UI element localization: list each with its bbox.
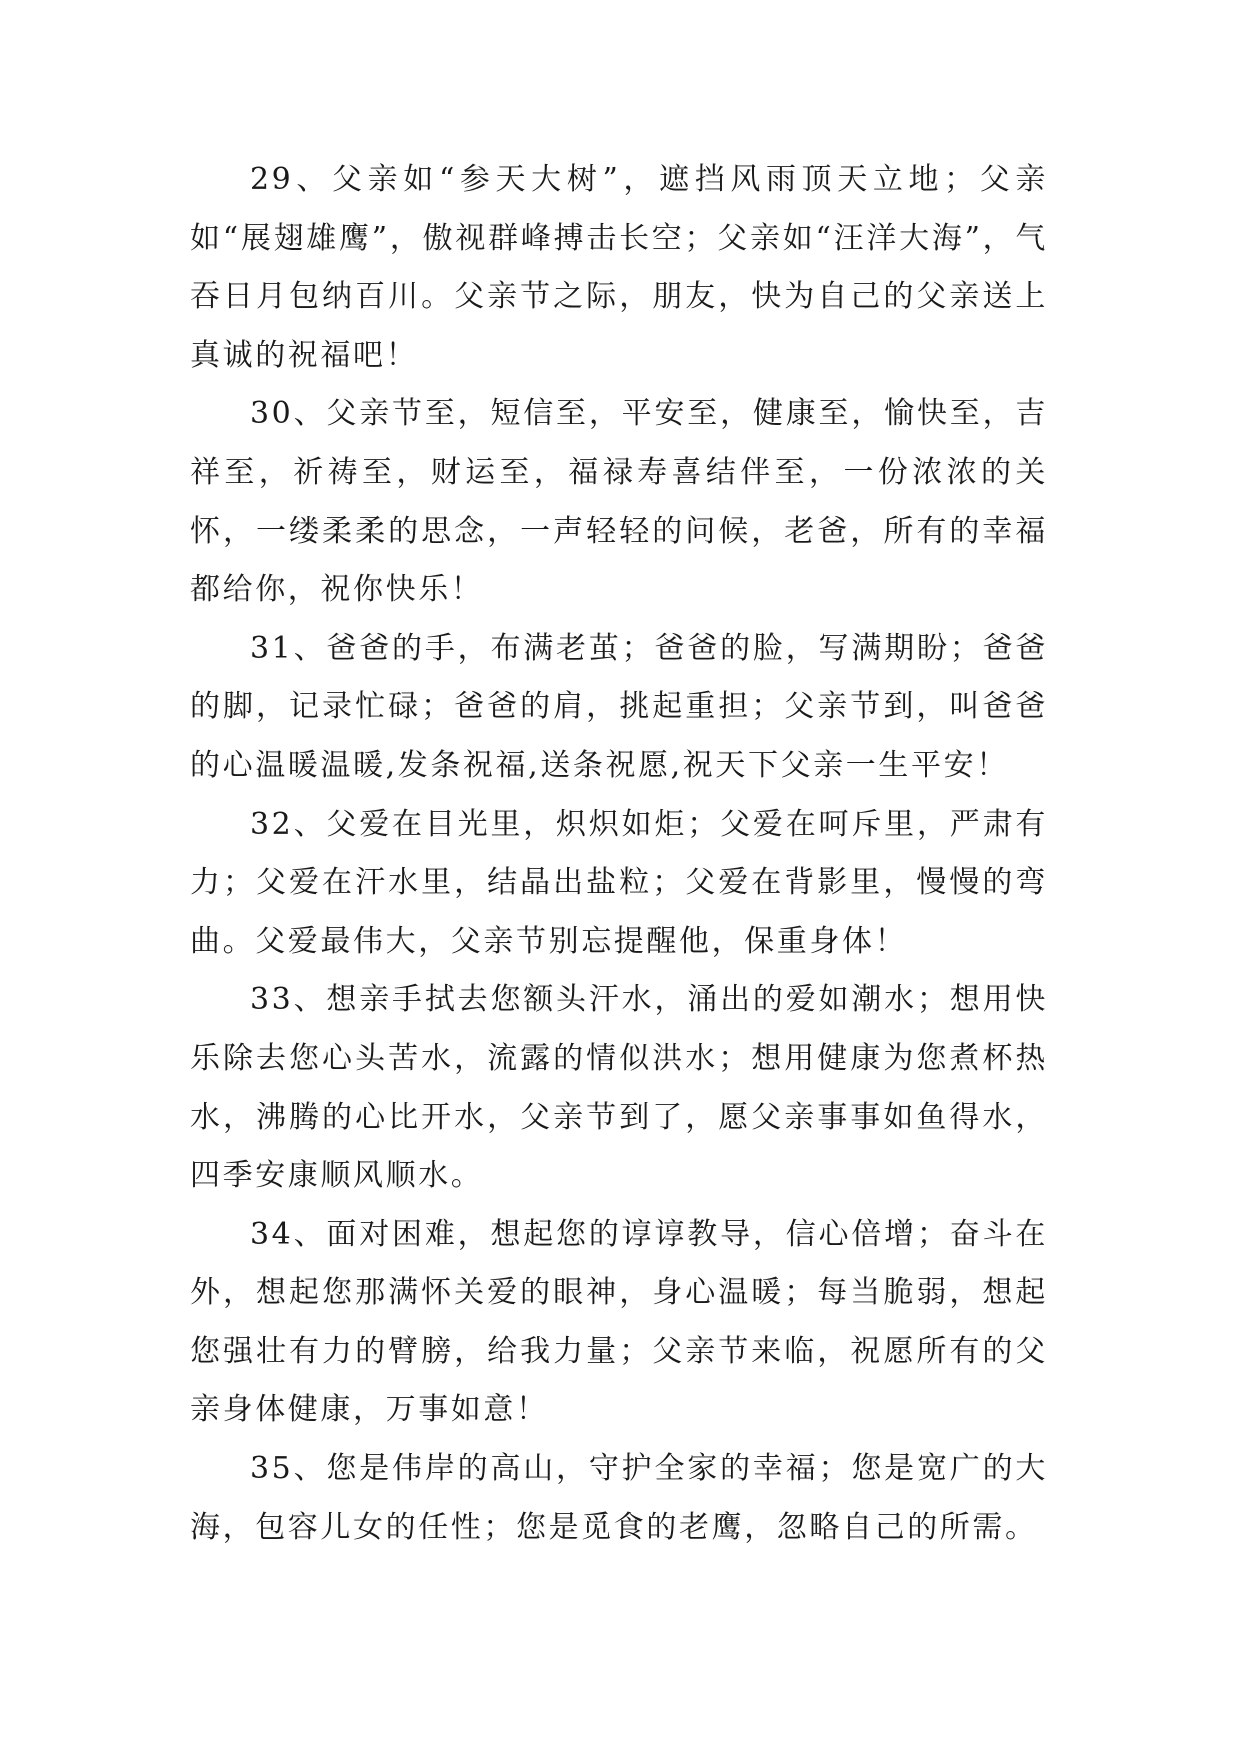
paragraph-35: 35、您是伟岸的高山，守护全家的幸福；您是宽广的大海，包容儿女的任性；您是觅食的老鹰，忽略自己的所需。 (190, 1451, 1048, 1545)
paragraph-33: 33、想亲手拭去您额头汗水，涌出的爱如潮水；想用快乐除去您心头苦水，流露的情似洪水；想用健康为您煮杯热水，沸腾的心比开水，父亲节到了，愿父亲事事如鱼得水，四季安康顺风顺水。 (190, 982, 1048, 1194)
paragraph-29: 29、父亲如“参天大树”，遮挡风雨顶天立地；父亲如“展翅雄鹰”，傲视群峰搏击长空；父亲如“汪洋大海”，气吞日月包纳百川。父亲节之际，朋友，快为自己的父亲送上真诚的祝福吧！ (190, 162, 1048, 373)
paragraph-34: 34、面对困难，想起您的谆谆教导，信心倍增；奋斗在外，想起您那满怀关爱的眼神，身心温暖；每当脆弱，想起您强壮有力的臂膀，给我力量；父亲节来临，祝愿所有的父亲身体健康，万事如意！ (190, 1216, 1048, 1428)
paragraph-31: 31、爸爸的手，布满老茧；爸爸的脸，写满期盼；爸爸的脚，记录忙碌；爸爸的肩，挑起重担；父亲节到，叫爸爸的心温暖温暖,发条祝福,送条祝愿,祝天下父亲一生平安！ (190, 630, 1048, 783)
paragraph-32: 32、父爱在目光里，炽炽如炬；父爱在呵斥里，严肃有力；父爱在汗水里，结晶出盐粒；父爱在背影里，慢慢的弯曲。父爱最伟大，父亲节别忘提醒他，保重身体！ (190, 806, 1048, 959)
document-body (190, 151, 1048, 1557)
paragraph-30: 30、父亲节至，短信至，平安至，健康至，愉快至，吉祥至，祈祷至，财运至，福禄寿喜结伴至，一份浓浓的关怀，一缕柔柔的思念，一声轻轻的问候，老爸，所有的幸福都给你，祝你快乐！ (190, 396, 1048, 608)
